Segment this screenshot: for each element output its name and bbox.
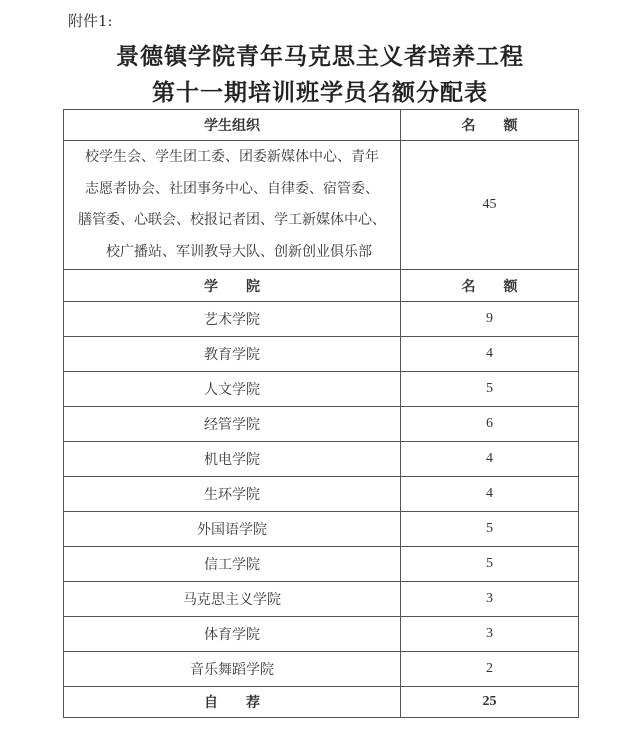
student-orgs-quota: 45 [401, 141, 579, 270]
student-orgs-line: 校广播站、军训教导大队、创新创业俱乐部 [106, 243, 372, 260]
page-title-line-2: 第十一期培训班学员名额分配表 [152, 80, 488, 106]
header-quota: 名 额 [401, 110, 579, 141]
table-row [64, 582, 579, 617]
college-quota: 5 [401, 547, 579, 582]
header-college-quota: 名 额 [401, 270, 579, 302]
student-orgs-line: 校学生会、学生团工委、团委新媒体中心、青年 [85, 149, 379, 165]
college-header-row [64, 270, 579, 302]
table-row [64, 302, 579, 337]
table-row [64, 372, 579, 407]
student-orgs-row [64, 141, 579, 270]
self-recommend-quota: 25 [401, 687, 579, 718]
quota-table [63, 109, 579, 718]
table-row [64, 407, 579, 442]
college-name: 马克思主义学院 [64, 582, 401, 617]
college-name: 外国语学院 [64, 512, 401, 547]
student-orgs-cell [64, 141, 401, 270]
college-name: 体育学院 [64, 617, 401, 652]
college-name: 信工学院 [64, 547, 401, 582]
table-row [64, 337, 579, 372]
attachment-label: 附件1: [68, 12, 113, 30]
table-row [64, 617, 579, 652]
college-name: 艺术学院 [64, 302, 401, 337]
college-name: 教育学院 [64, 337, 401, 372]
table-row [64, 652, 579, 687]
student-orgs-line: 志愿者协会、社团事务中心、自律委、宿管委、 [85, 180, 379, 197]
college-quota: 4 [401, 477, 579, 512]
college-name: 音乐舞蹈学院 [64, 652, 401, 687]
college-quota: 9 [401, 302, 579, 337]
college-quota: 4 [401, 442, 579, 477]
college-quota: 2 [401, 652, 579, 687]
table-row [64, 547, 579, 582]
student-orgs-line: 膳管委、心联会、校报记者团、学工新媒体中心、 [78, 212, 386, 228]
self-recommend-label: 自 荐 [64, 687, 401, 718]
table-row [64, 442, 579, 477]
table-row [64, 477, 579, 512]
college-name: 机电学院 [64, 442, 401, 477]
college-name: 经管学院 [64, 407, 401, 442]
college-quota: 4 [401, 337, 579, 372]
college-quota: 5 [401, 372, 579, 407]
college-name: 人文学院 [64, 372, 401, 407]
header-org: 学生组织 [64, 110, 401, 141]
college-name: 生环学院 [64, 477, 401, 512]
page-title-line-1: 景德镇学院青年马克思主义者培养工程 [116, 44, 524, 70]
table-row [64, 512, 579, 547]
college-quota: 5 [401, 512, 579, 547]
table-header-row [64, 110, 579, 141]
header-college: 学 院 [64, 270, 401, 302]
college-quota: 6 [401, 407, 579, 442]
self-recommend-row [64, 687, 579, 718]
college-quota: 3 [401, 582, 579, 617]
college-quota: 3 [401, 617, 579, 652]
